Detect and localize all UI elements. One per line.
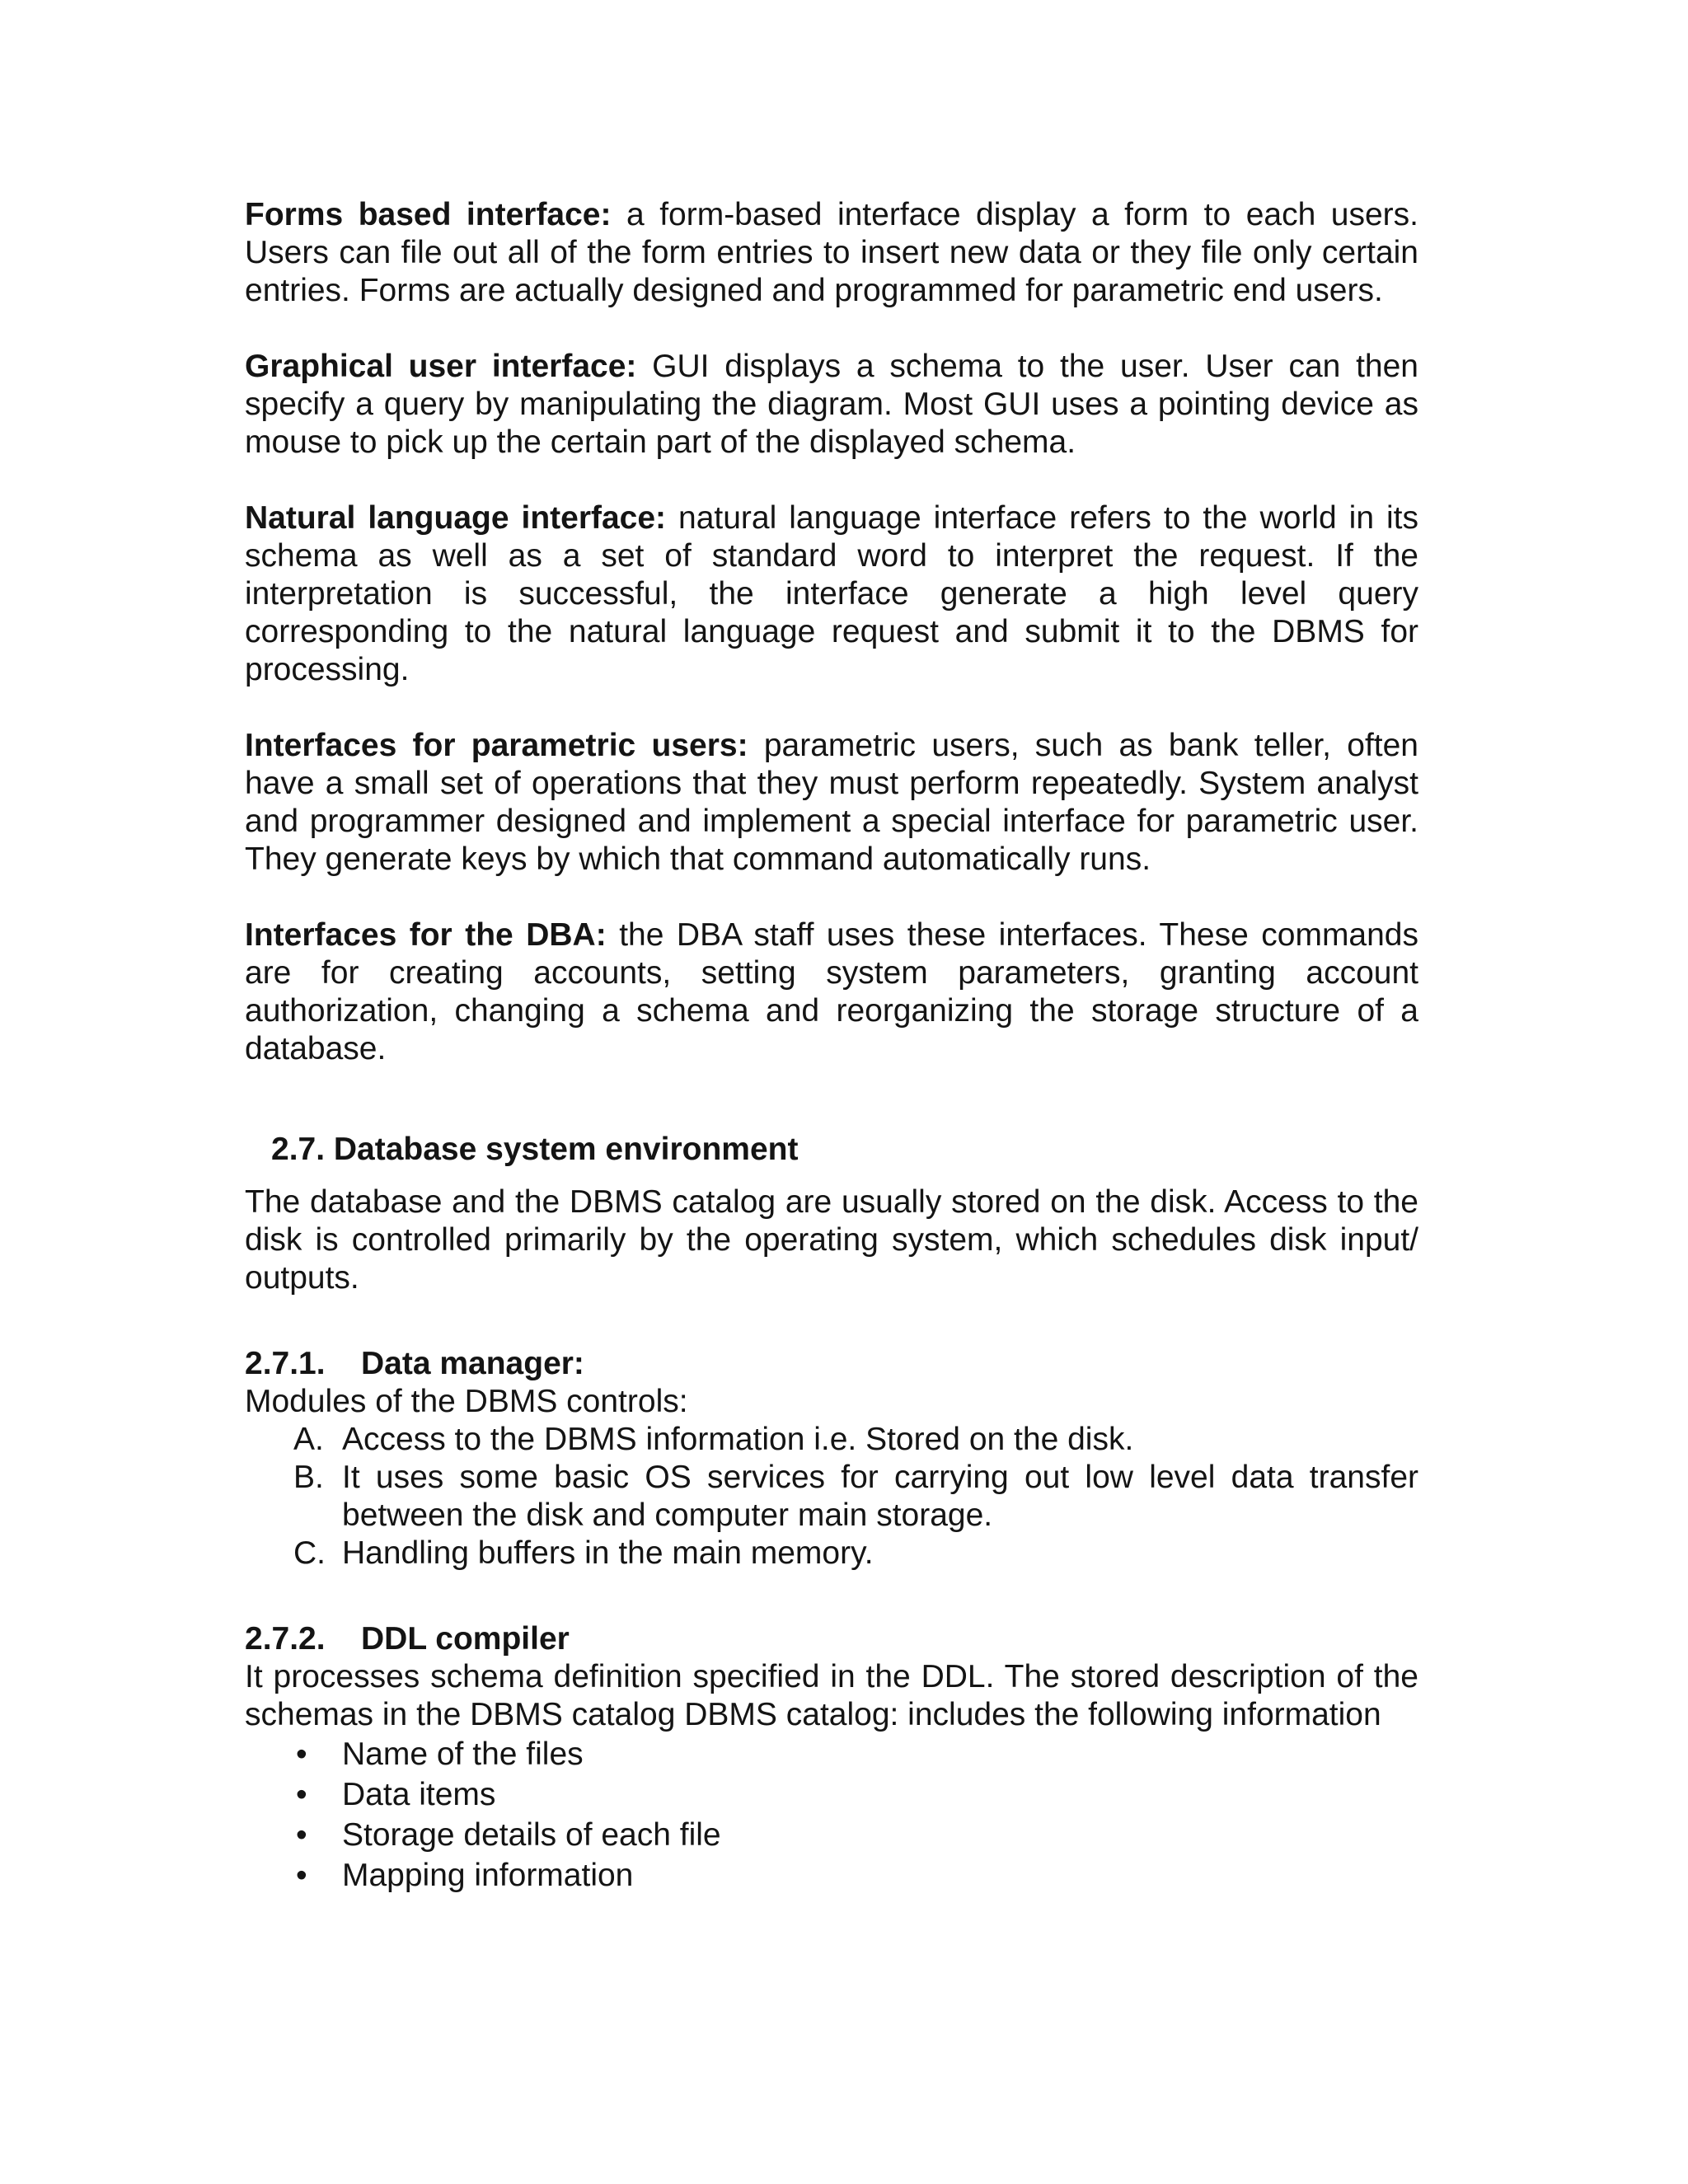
section-intro: The database and the DBMS catalog are usually stored on the disk. Access to the disk is controlled primarily by the operating system, which schedules disk input/ outputs.: [245, 1184, 1418, 1296]
paragraph-forms-interface: [245, 196, 1418, 310]
paragraph-term: Interfaces for parametric users:: [245, 728, 748, 763]
list-item-text: Handling buffers in the main memory.: [342, 1535, 874, 1571]
list-marker: B.: [293, 1460, 324, 1495]
subsection-number: 2.7.2.: [245, 1621, 326, 1657]
list-item: [245, 1421, 1418, 1459]
spacer: [245, 1297, 1418, 1345]
subsection-intro: It processes schema definition specified in the DDL. The stored description of the schemas in the DBMS catalog DBMS catalog: includes the following information: [245, 1659, 1418, 1732]
spacer: [245, 879, 1418, 916]
list-item-text: Storage details of each file: [342, 1817, 721, 1853]
paragraph-term: Natural language interface:: [245, 500, 667, 536]
bullet-icon: •: [296, 1736, 307, 1772]
paragraph-text: parametric users, such as bank teller, often have a small set of operations that they must perform repeatedly. System analyst and programmer designed and implement a special interface for parametric user. They generate keys by which that command automatically runs.: [245, 728, 1418, 877]
spacer: [245, 689, 1418, 727]
list-item: [245, 1734, 1418, 1774]
paragraph-text: GUI displays a schema to the user. User can then specify a query by manipulating the diagram. Most GUI uses a pointing device as mouse to pick up the certain part of the displayed schema.: [245, 349, 1418, 460]
bullet-icon: •: [296, 1777, 307, 1812]
spacer: [245, 1572, 1418, 1620]
data-manager-list: [245, 1421, 1418, 1572]
bullet-icon: •: [296, 1858, 307, 1893]
list-marker: A.: [293, 1422, 324, 1457]
list-item: [245, 1459, 1418, 1535]
paragraph-text: a form-based interface display a form to each users. Users can file out all of the form entries to insert new data or they file only certain entries. Forms are actually designed and programmed for parametric end users.: [245, 197, 1418, 308]
spacer: [245, 462, 1418, 499]
list-item-text: Name of the files: [342, 1736, 584, 1772]
subsection-number: 2.7.1.: [245, 1346, 326, 1381]
list-item-text: Data items: [342, 1777, 496, 1812]
list-item-text: Mapping information: [342, 1858, 634, 1893]
paragraph-dba-interface: [245, 916, 1418, 1068]
spacer: [245, 1068, 1418, 1131]
list-item-text: Access to the DBMS information i.e. Stored on the disk.: [342, 1422, 1134, 1457]
subsection-title-ddl-compiler: [245, 1620, 1418, 1658]
list-item: [245, 1535, 1418, 1572]
paragraph-text: the DBA staff uses these interfaces. These commands are for creating accounts, setting system parameters, granting account authorization, changing a schema and reorganizing the storage structure of a database.: [245, 917, 1418, 1066]
subsection-title-data-manager: [245, 1345, 1418, 1383]
paragraph-text: natural language interface refers to the world in its schema as well as a set of standard word to interpret the request. If the interpretation is successful, the interface generate a high level query corresponding to the natural language request and submit it to the DBMS for processing.: [245, 500, 1418, 687]
paragraph-graphical-interface: [245, 348, 1418, 462]
list-item: [245, 1774, 1418, 1815]
subsection-title-text: DDL compiler: [361, 1621, 570, 1657]
section-title: 2.7. Database system environment: [271, 1132, 799, 1167]
ddl-compiler-list: [245, 1734, 1418, 1896]
paragraph-term: Graphical user interface:: [245, 349, 637, 384]
paragraph-term: Forms based interface:: [245, 197, 612, 232]
document-page: [245, 196, 1418, 1896]
list-item: [245, 1855, 1418, 1896]
list-marker: C.: [293, 1535, 326, 1571]
list-item-text: It uses some basic OS services for carrying out low level data transfer between the disk and computer main storage.: [342, 1460, 1418, 1533]
subsection-intro: Modules of the DBMS controls:: [245, 1384, 688, 1419]
paragraph-term: Interfaces for the DBA:: [245, 917, 607, 953]
list-item: [245, 1815, 1418, 1855]
spacer: [245, 1169, 1418, 1183]
paragraph-natural-language-interface: [245, 499, 1418, 689]
bullet-icon: •: [296, 1817, 307, 1853]
spacer: [245, 310, 1418, 348]
subsection-title-text: Data manager:: [361, 1346, 584, 1381]
paragraph-parametric-interface: [245, 727, 1418, 879]
